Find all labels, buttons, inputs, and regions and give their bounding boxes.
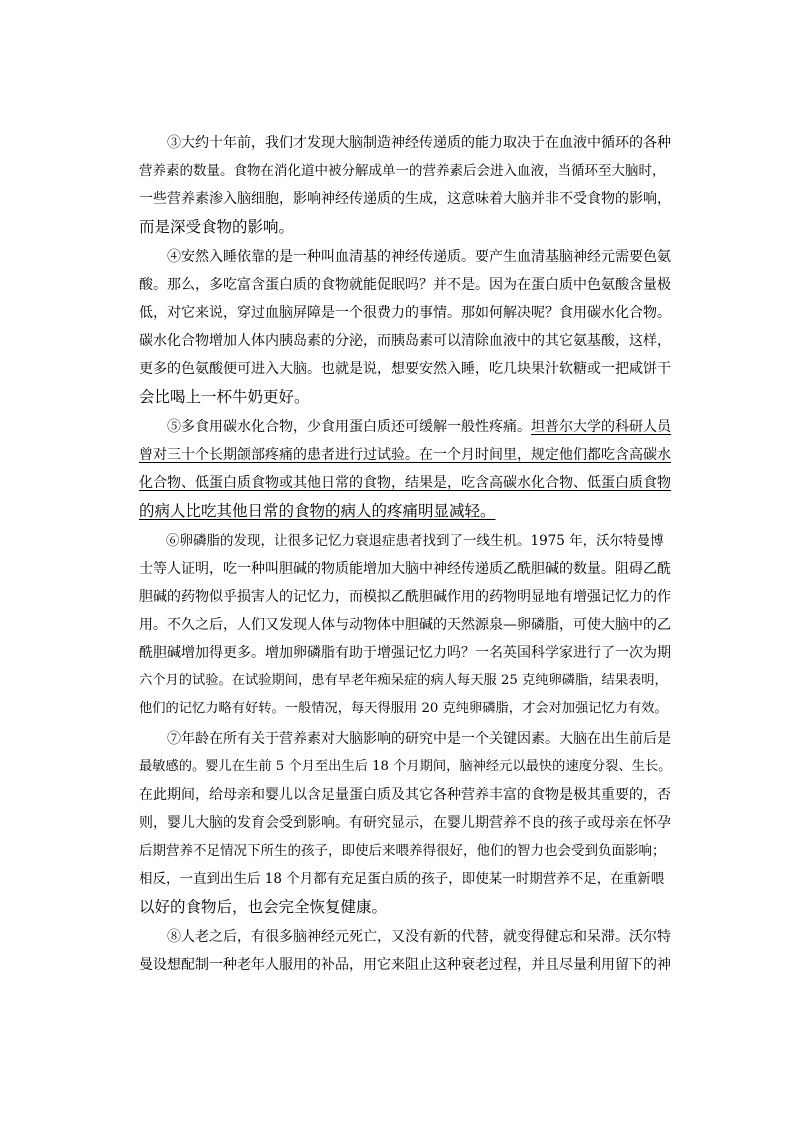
- paragraph-7-line-3: 在此期间，给母亲和婴儿以含足量蛋白质及其它各种营养丰富的食物是极其重要的，否: [139, 787, 671, 803]
- paragraph-5-line-1-underlined: 坦普尔大学的科研人员: [531, 419, 671, 435]
- paragraph-6-line-4: 用。不久之后，人们又发现人体与动物体中胆碱的天然源泉—卵磷脂，可使大脑中的乙: [139, 617, 671, 633]
- paragraph-3-line-3: 一些营养素渗入脑细胞，影响神经传递质的生成，这意味着大脑并非不受食物的影响，: [139, 191, 671, 207]
- paragraph-7-line-7: 以好的食物后，也会完全恢复健康。: [139, 898, 388, 916]
- paragraph-5-line-3: 化合物、低蛋白质食物或其他日常的食物，结果是，吃含高碳水化合物、低蛋白质食物: [139, 475, 671, 491]
- paragraph-6-line-5: 酰胆碱增加得更多。增加卵磷脂有助于增强记忆力吗？一名英国科学家进行了一次为期: [139, 645, 671, 661]
- paragraph-5-line-1-plain: ⑤多食用碳水化合物，少食用蛋白质还可缓解一般性疼痛。: [139, 419, 531, 435]
- paragraph-7-line-5: 后期营养不足情况下所生的孩子，即使后来喂养得很好，他们的智力也会受到负面影响；: [139, 843, 666, 859]
- paragraph-7-line-6: 相反，一直到出生后 18 个月都有充足蛋白质的孩子，即使某一时期营养不足，在重新喂: [139, 871, 665, 887]
- paragraph-5-line-1: [139, 415, 671, 439]
- paragraph-5-line-2: 曾对三十个长期颌部疼痛的患者进行过试验。在一个月时间里，规定他们都吃含高碳水: [139, 447, 671, 463]
- paragraph-4-line-1: ④安然入睡依靠的是一种叫血清基的神经传递质。要产生血清基脑神经元需要色氨: [139, 249, 671, 265]
- paragraph-7-line-2: 最敏感的。婴儿在生前 5 个月至出生后 18 个月期间，脑神经元以最快的速度分裂、生长。: [139, 759, 672, 774]
- paragraph-6-line-7: 他们的记忆力略有好转。一般情况，每天得服用 20 克纯卵磷脂，才会对加强记忆力有效。: [139, 701, 668, 716]
- paragraph-3-line-1: ③大约十年前，我们才发现大脑制造神经传递质的能力取决于在血液中循环的各种: [139, 135, 671, 151]
- paragraph-4-line-3: 低，对它来说，穿过血脑屏障是一个很费力的事情。那如何解决呢？食用碳水化合物。: [139, 305, 671, 321]
- paragraph-3-line-4: 而是深受食物的影响。: [139, 218, 295, 236]
- paragraph-6-line-3: 胆碱的药物似乎损害人的记忆力，而模拟乙酰胆碱作用的药物明显地有增强记忆力的作: [139, 589, 671, 605]
- paragraph-4-line-4: 碳水化合物增加人体内胰岛素的分泌，而胰岛素可以清除血液中的其它氨基酸，这样，: [139, 333, 671, 349]
- paragraph-6-line-6: 六个月的试验。在试验期间，患有早老年痴呆症的病人每天服 25 克纯卵磷脂，结果表明，: [139, 673, 668, 688]
- paragraph-8-line-2: 曼设想配制一种老年人服用的补品，用它来阻止这种衰老过程，并且尽量利用留下的神: [139, 957, 671, 973]
- paragraph-6-line-2: 士等人证明，吃一种叫胆碱的物质能增加大脑中神经传递质乙酰胆碱的数量。阻碍乙酰: [139, 561, 671, 577]
- paragraph-4-line-6: 会比喝上一杯牛奶更好。: [139, 388, 310, 406]
- paragraph-4-line-2: 酸。那么，多吃富含蛋白质的食物就能促眠吗？并不是。因为在蛋白质中色氨酸含量极: [139, 277, 671, 293]
- paragraph-7-line-1: ⑦年龄在所有关于营养素对大脑影响的研究中是一个关键因素。大脑在出生前后是: [139, 731, 671, 747]
- paragraph-6-line-1: ⑥卵磷脂的发现，让很多记忆力衰退症患者找到了一线生机。1975 年，沃尔特曼博: [139, 533, 664, 549]
- paragraph-4-line-5: 更多的色氨酸便可进入大脑。也就是说，想要安然入睡，吃几块果汁软糖或一把咸饼干: [139, 361, 671, 377]
- paragraph-5-line-4: 的病人比吃其他日常的食物的病人的疼痛明显减轻。: [139, 502, 496, 520]
- paragraph-3-line-2: 营养素的数量。食物在消化道中被分解成单一的营养素后会进入血液，当循环至大脑时，: [139, 163, 666, 179]
- paragraph-7-line-4: 则，婴儿大脑的发育会受到影响。有研究显示，在婴儿期营养不良的孩子或母亲在怀孕: [139, 815, 671, 831]
- paragraph-8-line-1: ⑧人老之后，有很多脑神经元死亡，又没有新的代替，就变得健忘和呆滞。沃尔特: [139, 929, 671, 945]
